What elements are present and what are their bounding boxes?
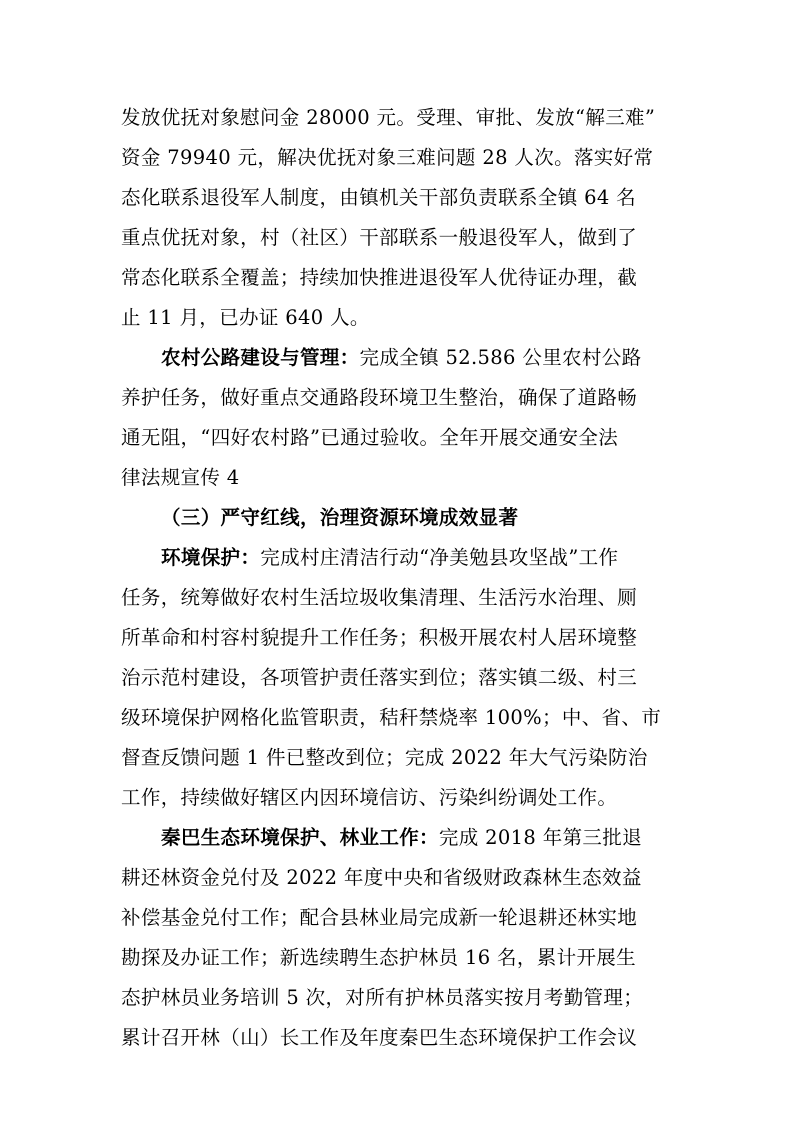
body-text-line: 止 11 月，已办证 640 人。 [121, 306, 370, 329]
body-text-line: 常态化联系全覆盖；持续加快推进退役军人优待证办理，截 [121, 266, 638, 289]
section-heading: （三）严守红线，治理资源环境成效显著 [161, 506, 519, 529]
body-text-line: 任务，统筹做好农村生活垃圾收集清理、生活污水治理、厕 [121, 586, 638, 609]
body-text-line: 累计召开林（山）长工作及年度秦巴生态环境保护工作会议 [121, 1026, 638, 1049]
body-text-line: 律法规宣传 4 [121, 466, 240, 489]
paragraph-first-line [161, 338, 681, 378]
body-text-line: 所革命和村容村貌提升工作任务；积极开展农村人居环境整 [121, 626, 638, 649]
body-text-line: 态化联系退役军人制度，由镇机关干部负责联系全镇 64 名 [121, 186, 637, 209]
body-text-line: 养护任务，做好重点交通路段环境卫生整治，确保了道路畅 [121, 386, 638, 409]
body-text-line: 工作，持续做好辖区内因环境信访、污染纠纷调处工作。 [121, 786, 618, 809]
paragraph-first-rest: 完成村庄清洁行动“净美勉县攻坚战”工作 [260, 546, 619, 569]
body-text-line: 勘探及办证工作；新选续聘生态护林员 16 名，累计开展生 [121, 946, 637, 969]
body-text-line: 治示范村建设，各项管护责任落实到位；落实镇二级、村三 [121, 666, 638, 689]
body-text-line: 发放优抚对象慰问金 28000 元。受理、审批、发放“解三难” [121, 106, 656, 129]
body-text-line: 资金 79940 元，解决优抚对象三难问题 28 人次。落实好常 [121, 146, 654, 169]
paragraph-first-line [161, 818, 681, 858]
body-text-line: 重点优抚对象，村（社区）干部联系一般退役军人，做到了 [121, 226, 638, 249]
body-text-line: 补偿基金兑付工作；配合县林业局完成新一轮退耕还林实地 [121, 906, 638, 929]
body-text-line: 级环境保护网格化监管职责，秸秆禁烧率 100%；中、省、市 [121, 706, 662, 729]
body-text-line: 态护林员业务培训 5 次，对所有护林员落实按月考勤管理； [121, 986, 644, 1009]
body-text-line: 通无阻，“四好农村路”已通过验收。全年开展交通安全法 [121, 426, 619, 449]
body-text-line: 督查反馈问题 1 件已整改到位；完成 2022 年大气污染防治 [121, 746, 648, 769]
paragraph-first-rest: 完成全镇 52.586 公里农村公路 [359, 346, 642, 369]
paragraph-first-rest: 完成 2018 年第三批退 [438, 826, 642, 849]
paragraph-first-line [161, 538, 681, 578]
paragraph-lead: 环境保护： [161, 546, 261, 569]
paragraph-lead: 秦巴生态环境保护、林业工作： [161, 826, 439, 849]
body-text-line: 耕还林资金兑付及 2022 年度中央和省级财政森林生态效益 [121, 866, 642, 889]
paragraph-lead: 农村公路建设与管理： [161, 346, 360, 369]
